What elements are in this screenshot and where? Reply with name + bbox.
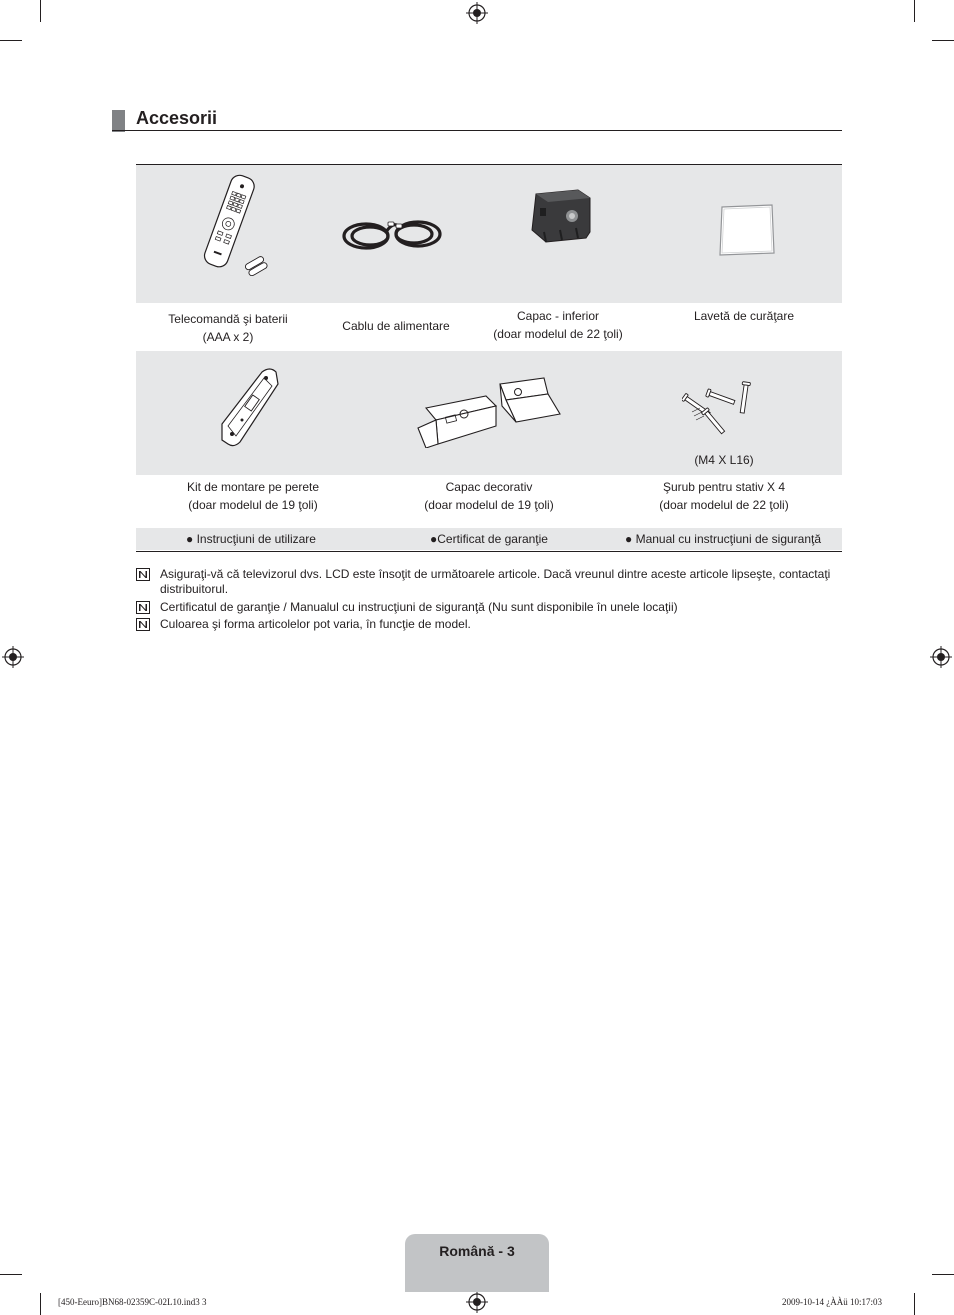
print-slug-file: [450-Eeuro]BN68-02359C-02L10.ind3 3 (58, 1297, 207, 1307)
table-bottom-rule (136, 551, 842, 552)
note-icon (136, 568, 150, 581)
accessory-label-wall-mount (158, 478, 348, 514)
registration-mark-icon (466, 2, 488, 24)
accessory-label-power-cable (322, 317, 470, 335)
remote-control-icon (193, 172, 273, 276)
accessory-label-line: (doar modelul de 19 ţoli) (188, 498, 318, 512)
crop-mark (0, 40, 22, 41)
crop-mark (40, 0, 41, 22)
document-item-warranty: ●Certificat de garanţie (430, 532, 548, 546)
section-marker (112, 110, 125, 132)
section-title: Accesorii (136, 108, 218, 128)
accessory-label-cleaning-cloth (664, 307, 824, 325)
power-cable-icon (340, 214, 446, 256)
accessory-label-line: Kit de montare pe perete (186, 480, 320, 494)
accessory-label-line: Capac - inferior (516, 309, 600, 323)
decorative-cover-icon (416, 376, 562, 448)
accessory-label-line: (doar modelul de 22 ţoli) (659, 498, 789, 512)
note-text: Culoarea şi forma articolelor pot varia, în funcţie de model. (160, 617, 471, 631)
document-item-safety-guide: ● Manual cu instrucţiuni de siguranţă (625, 532, 822, 546)
page-number: Română - 3 (439, 1243, 515, 1259)
crop-mark (40, 1293, 41, 1315)
crop-mark (0, 1274, 22, 1275)
accessory-label-line: Lavetă de curăţare (693, 309, 795, 323)
registration-mark-icon (466, 1291, 488, 1313)
accessory-label-line: Capac decorativ (445, 480, 533, 494)
accessory-label-line: Cablu de alimentare (342, 319, 450, 333)
accessory-label-line: (doar modelul de 22 ţoli) (493, 327, 623, 341)
screw-size-caption: (M4 X L16) (694, 453, 754, 467)
note-item (136, 617, 846, 633)
note-icon (136, 618, 150, 631)
bottom-cover-icon (526, 186, 594, 246)
note-text: Asiguraţi-vă că televizorul dvs. LCD este însoţit de următoarele articole. Dacă vreunul dintre aceste articole lipseşte, contactaţi distribuitorul. (160, 567, 831, 596)
registration-mark-icon (2, 646, 24, 668)
section-rule (112, 130, 842, 131)
accessory-label-line: Şurub pentru stativ X 4 (662, 480, 786, 494)
accessory-label-line: Telecomandă şi baterii (168, 312, 288, 326)
note-icon (136, 601, 150, 614)
note-text: Certificatul de garanţie / Manualul cu instrucţiuni de siguranţă (Nu sunt disponibile în unele locaţii) (160, 600, 678, 614)
note-item (136, 567, 846, 599)
note-item (136, 600, 846, 616)
crop-mark (932, 40, 954, 41)
registration-mark-icon (930, 646, 952, 668)
crop-mark (932, 1274, 954, 1275)
document-item-user-manual: ● Instrucţiuni de utilizare (186, 532, 316, 546)
accessory-label-stand-screw (628, 478, 820, 514)
wall-mount-kit-icon (218, 366, 282, 448)
accessory-label-bottom-cover (478, 307, 638, 343)
crop-mark (914, 1293, 915, 1315)
accessory-label-decorative-cover (394, 478, 584, 514)
accessory-label-line: (doar modelul de 19 ţoli) (424, 498, 554, 512)
crop-mark (914, 0, 915, 22)
stand-screw-icon (682, 380, 754, 438)
accessory-label-remote (150, 310, 306, 346)
accessory-label-line: (AAA x 2) (202, 330, 254, 344)
cleaning-cloth-icon (716, 203, 776, 257)
print-slug-date: 2009-10-14 ¿ÀÀü 10:17:03 (782, 1297, 882, 1307)
